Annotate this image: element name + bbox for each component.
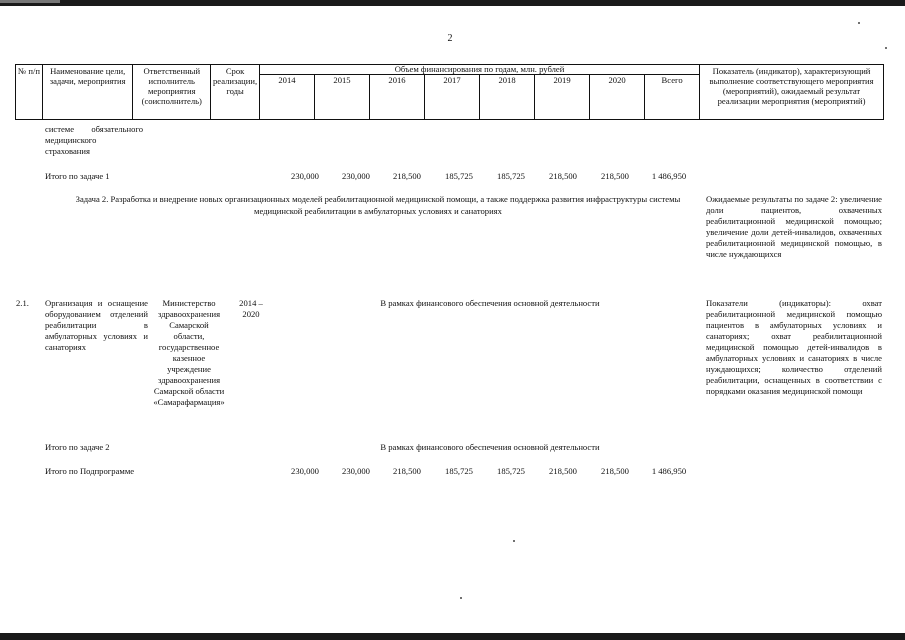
header-year-total: Всего — [645, 75, 700, 120]
item-2-1-name: Организация и оснащение оборудованием отделений реабилитации в амбулаторных условиях и санаториях — [45, 298, 148, 352]
total-subprogram-value: 218,500 — [393, 466, 421, 476]
table-header — [15, 64, 884, 120]
task2-title: Задача 2. Разработка и внедрение новых организационных моделей реабилитационной медицинской помощи, а также поддержка развития инфраструктуры системы медицинской реабилитации в амбулаторных условиях и санаториях — [75, 194, 681, 216]
item-2-1-number: 2.1. — [16, 298, 29, 308]
total-subprogram-sum: 1 486,950 — [651, 466, 687, 476]
total-subprogram-value: 218,500 — [601, 466, 629, 476]
scan-top-border-mark — [0, 0, 60, 3]
carryover-text: системе обязательного медицинского страхования — [45, 124, 143, 156]
header-year: 2016 — [370, 75, 425, 120]
header-year: 2015 — [314, 75, 369, 120]
header-funding: Объем финансирования по годам, млн. рублей — [259, 65, 699, 75]
header-number: № п/п — [16, 65, 43, 120]
total-task2-label: Итого по задаче 2 — [45, 442, 110, 452]
scan-bottom-border — [0, 633, 905, 640]
total-task1-value: 230,000 — [342, 171, 370, 181]
item-2-1-funding-note: В рамках финансового обеспечения основной деятельности — [380, 298, 600, 308]
total-task1-value: 218,500 — [393, 171, 421, 181]
total-task1-label: Итого по задаче 1 — [45, 171, 110, 181]
task2-expected-results: Ожидаемые результаты по задаче 2: увеличение доли пациентов, охваченных реабилитационной медицинской помощью; увеличение доли детей-инвалидов, охваченных реабилитационной медицинской помощью, в числе нуждающихся — [706, 194, 882, 259]
header-term: Срок реализации, годы — [211, 65, 260, 120]
header-year: 2018 — [480, 75, 535, 120]
header-executor: Ответственный исполнитель мероприятия (соисполнитель) — [133, 65, 211, 120]
total-subprogram-value: 185,725 — [497, 466, 525, 476]
header-year: 2019 — [535, 75, 590, 120]
total-subprogram-label: Итого по Подпрограмме — [45, 466, 135, 476]
page-number: 2 — [447, 33, 453, 44]
total-task1-value: 218,500 — [601, 171, 629, 181]
scan-top-border — [0, 0, 905, 6]
scan-speck — [885, 47, 887, 49]
header-year: 2014 — [259, 75, 314, 120]
total-subprogram-value: 185,725 — [445, 466, 473, 476]
header-name: Наименование цели, задачи, мероприятия — [42, 65, 132, 120]
total-task1-sum: 1 486,950 — [651, 171, 687, 181]
scan-speck — [858, 22, 860, 24]
total-task1-value: 185,725 — [445, 171, 473, 181]
header-year: 2017 — [425, 75, 480, 120]
item-2-1-executor: Министерство здравоохранения Самарской области, государственное казенное учреждение здравоохранения Самарской области «Самарафармация» — [153, 298, 225, 407]
total-task2-funding-note: В рамках финансового обеспечения основной деятельности — [380, 442, 600, 452]
total-subprogram-value: 230,000 — [342, 466, 370, 476]
total-task1-value: 230,000 — [291, 171, 319, 181]
item-2-1-term: 2014 – 2020 — [239, 298, 263, 319]
item-2-1-indicators: Показатели (индикаторы): охват реабилитационной медицинской помощью пациентов в амбулаторных условиях и санаториях; охват реабилитационной медицинской помощью детей-инвалидов в амбулаторных условиях и санаториях в числе нуждающихся; количество отделений реабилитации, оснащенных в соответствии с порядками оказания медицинской помощи — [706, 298, 882, 396]
total-task1-value: 185,725 — [497, 171, 525, 181]
scan-speck — [460, 597, 462, 599]
total-subprogram-value: 218,500 — [549, 466, 577, 476]
header-indicator: Показатель (индикатор), характеризующий выполнение соответствующего мероприятия (мероприятий), ожидаемый результат реализации мероприятия (мероприятий) — [700, 65, 884, 120]
total-task1-value: 218,500 — [549, 171, 577, 181]
header-year: 2020 — [590, 75, 645, 120]
scan-speck — [513, 540, 515, 542]
total-subprogram-value: 230,000 — [291, 466, 319, 476]
